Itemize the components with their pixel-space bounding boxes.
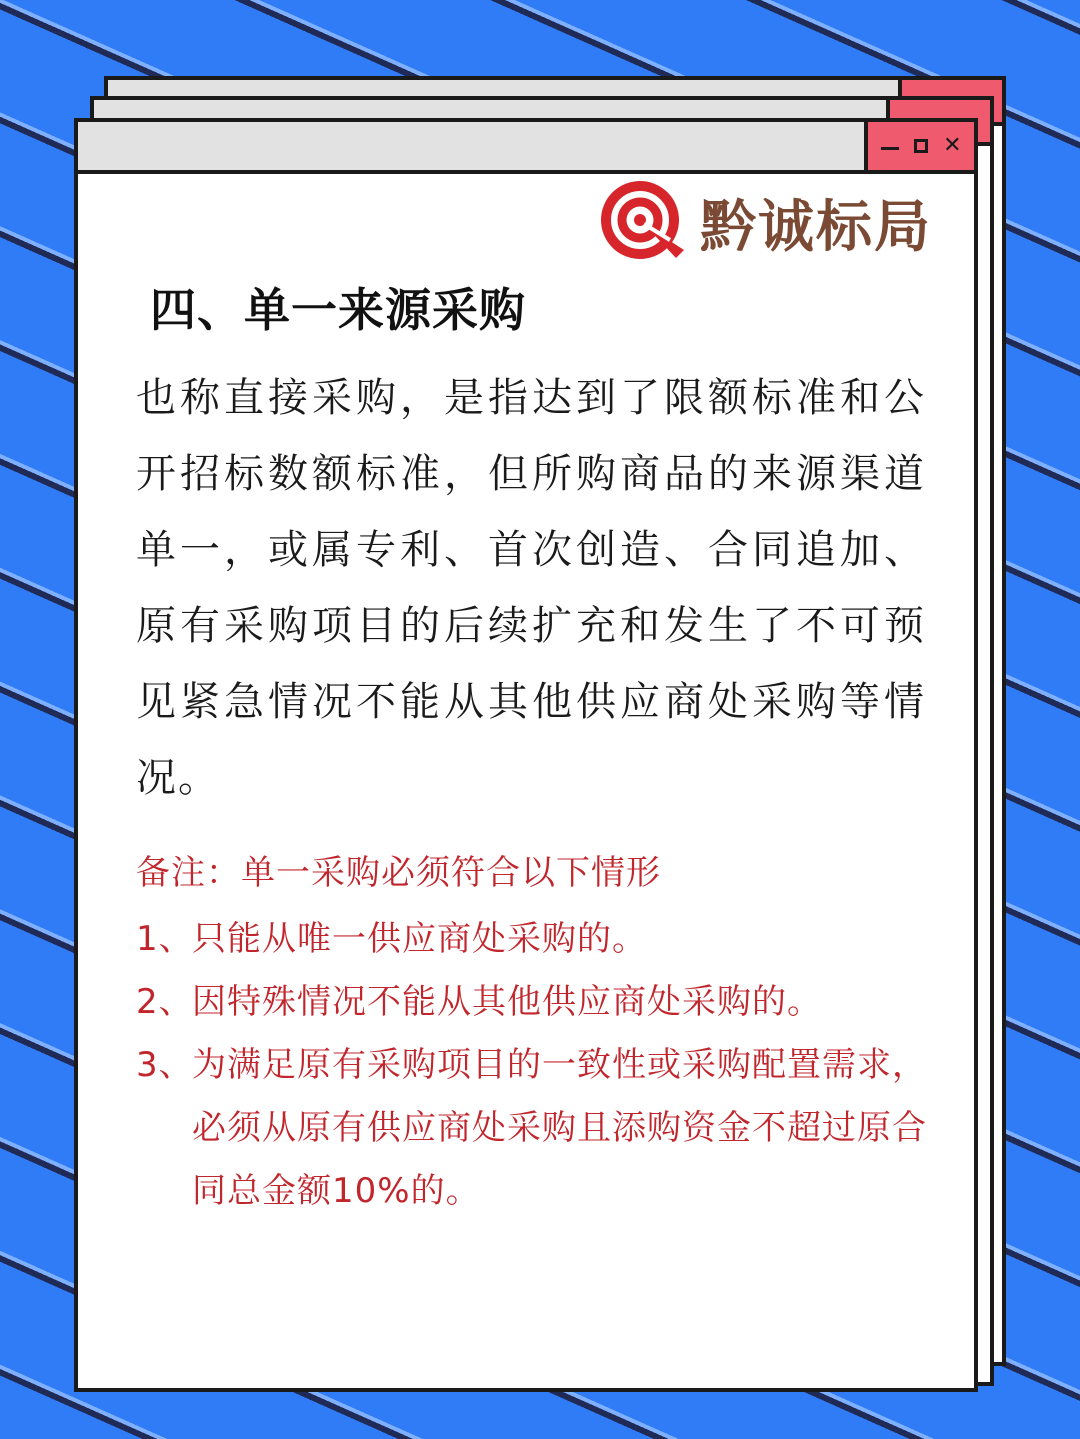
note-title: 备注：单一采购必须符合以下情形 — [136, 853, 661, 893]
maximize-icon[interactable] — [909, 134, 933, 158]
note-block — [136, 846, 936, 1223]
note-item-text: 只能从唯一供应商处采购的。 — [192, 919, 647, 959]
note-item-number: 2、 — [136, 982, 194, 1022]
brand-q-icon — [600, 180, 686, 266]
close-icon[interactable]: ✕ — [943, 133, 962, 158]
window-controls — [864, 122, 974, 174]
note-item — [136, 1034, 936, 1223]
brand-logo — [600, 180, 932, 266]
brand-name: 黔诚标局 — [700, 195, 932, 260]
note-item-text: 因特殊情况不能从其他供应商处采购的。 — [192, 982, 822, 1022]
front-window-titlebar — [78, 122, 974, 174]
note-item-text: 为满足原有采购项目的一致性或采购配置需求，必须从原有供应商处采购且添购资金不超过原合同总金额10%的。 — [192, 1045, 927, 1211]
note-item — [136, 908, 936, 971]
note-item-number: 1、 — [136, 919, 194, 959]
body-paragraph: 也称直接采购，是指达到了限额标准和公开招标数额标准，但所购商品的来源渠道单一，或属专利、首次创造、合同追加、原有采购项目的后续扩充和发生了不可预见紧急情况不能从其他供应商处采购等情况。 — [136, 375, 926, 801]
note-item-number: 3、 — [136, 1045, 194, 1085]
section-heading: 四、单一来源采购 — [150, 283, 526, 337]
note-item — [136, 971, 936, 1034]
minimize-icon[interactable] — [878, 134, 902, 158]
